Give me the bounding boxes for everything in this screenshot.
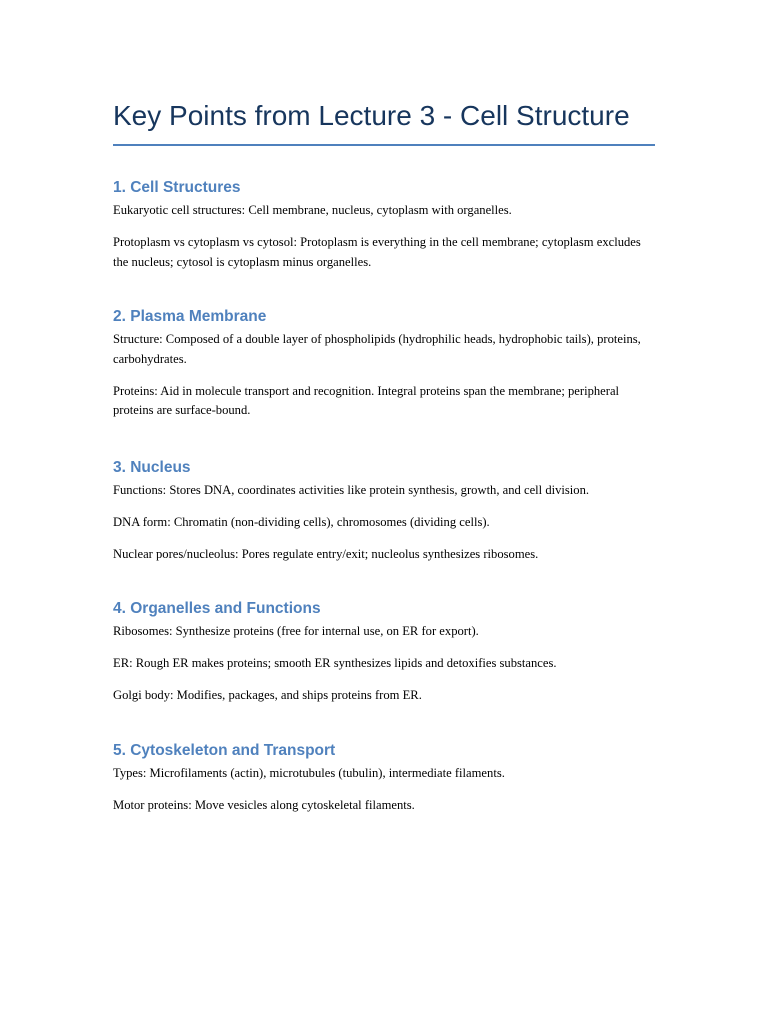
paragraph: Nuclear pores/nucleolus: Pores regulate entry/exit; nucleolus synthesizes ribosomes. [113,546,539,561]
paragraph: Structure: Composed of a double layer of phospholipids (hydrophilic heads, hydrophobic tails), proteins, carbohydrates. [113,332,641,366]
section-organelles [113,598,655,706]
page-title: Key Points from Lecture 3 - Cell Structure [113,96,655,146]
paragraph: Protoplasm vs cytoplasm vs cytosol: Protoplasm is everything in the cell membrane; cytoplasm excludes the nucleus; cytosol is cytoplasm minus organelles. [113,235,641,269]
section-nucleus [113,457,655,565]
paragraph: Types: Microfilaments (actin), microtubules (tubulin), intermediate filaments. [113,765,505,780]
section-plasma-membrane [113,306,655,421]
section-cell-structures [113,177,655,272]
paragraph: Eukaryotic cell structures: Cell membrane, nucleus, cytoplasm with organelles. [113,203,512,217]
paragraph: DNA form: Chromatin (non-dividing cells), chromosomes (dividing cells). [113,514,490,529]
paragraph: ER: Rough ER makes proteins; smooth ER synthesizes lipids and detoxifies substances. [113,656,557,670]
paragraph: Ribosomes: Synthesize proteins (free for internal use, on ER for export). [113,624,479,638]
paragraph: Golgi body: Modifies, packages, and ships proteins from ER. [113,688,422,702]
section-heading: 4. Organelles and Functions [113,600,321,617]
document-page [113,96,655,815]
paragraph: Proteins: Aid in molecule transport and recognition. Integral proteins span the membrane; peripheral proteins are surface-bound. [113,383,620,417]
section-cytoskeleton [113,740,655,816]
paragraph: Functions: Stores DNA, coordinates activities like protein synthesis, growth, and cell division. [113,482,590,497]
section-heading: 3. Nucleus [113,458,191,476]
paragraph: Motor proteins: Move vesicles along cytoskeletal filaments. [113,797,415,812]
section-heading: 5. Cytoskeleton and Transport [113,741,336,759]
section-heading: 2. Plasma Membrane [113,308,267,325]
section-heading: 1. Cell Structures [113,179,241,196]
